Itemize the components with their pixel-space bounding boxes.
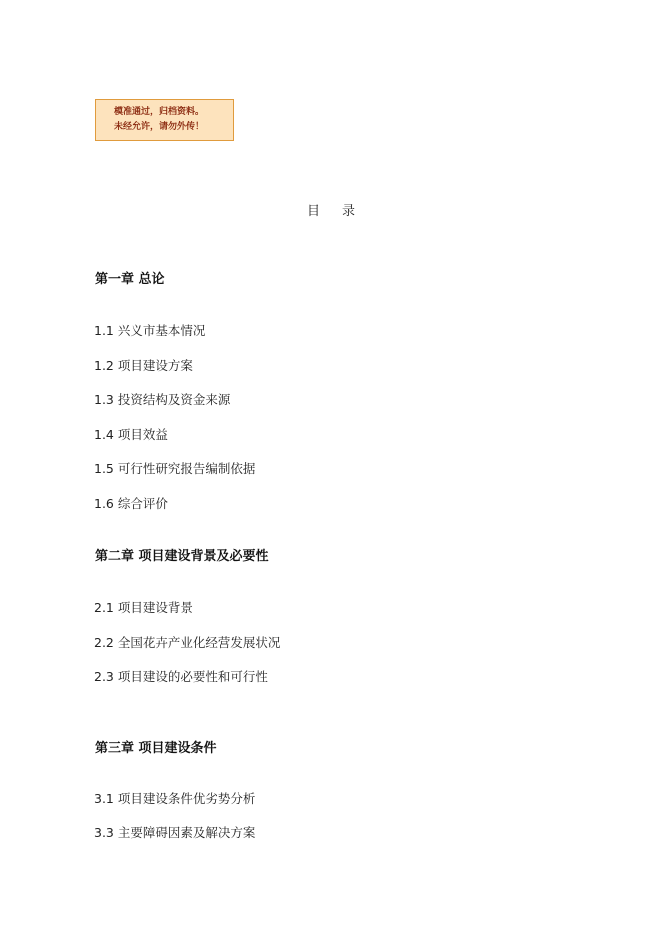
toc-item-1-3: 1.3 投资结构及资金来源 [94, 392, 231, 407]
stamp-line-1: 模准通过，归档资料。 [114, 107, 205, 117]
toc-item-2-1: 2.1 项目建设背景 [94, 600, 193, 615]
toc-title-char-1: 目 [306, 204, 320, 219]
toc-item-1-2: 1.2 项目建设方案 [94, 358, 193, 373]
stamp-line-2: 未经允许，请勿外传！ [114, 122, 205, 132]
toc-item-2-2: 2.2 全国花卉产业化经营发展状况 [94, 635, 281, 650]
toc-title-char-2: 录 [342, 204, 356, 219]
toc-item-3-3: 3.3 主要障碍因素及解决方案 [94, 825, 256, 840]
toc-title [0, 200, 662, 219]
toc-item-1-1: 1.1 兴义市基本情况 [94, 323, 206, 338]
toc-item-1-6: 1.6 综合评价 [94, 496, 168, 511]
chapter-2-heading: 第二章 项目建设背景及必要性 [95, 549, 269, 564]
archive-stamp [95, 99, 234, 141]
toc-item-1-5: 1.5 可行性研究报告编制依据 [94, 461, 256, 476]
toc-item-1-4: 1.4 项目效益 [94, 427, 168, 442]
chapter-3-heading: 第三章 项目建设条件 [95, 741, 217, 756]
chapter-1-heading: 第一章 总论 [95, 272, 165, 287]
toc-item-3-1: 3.1 项目建设条件优劣势分析 [94, 791, 256, 806]
toc-item-2-3: 2.3 项目建设的必要性和可行性 [94, 669, 268, 684]
